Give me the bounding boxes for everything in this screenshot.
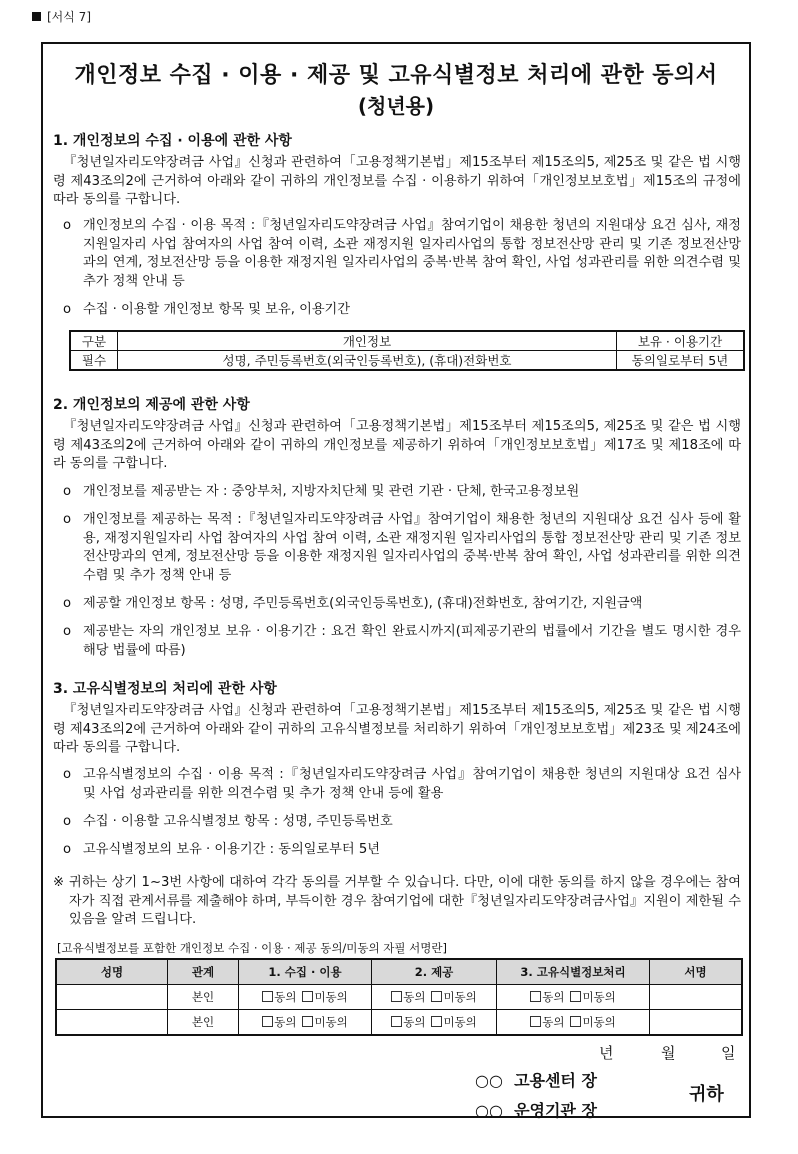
table-header-category: 구분 xyxy=(70,331,118,351)
agree-checkbox[interactable]: 동의 xyxy=(262,1015,296,1029)
section1-bullet-items: o 수집 · 이용할 개인정보 항목 및 보유, 이용기간 xyxy=(63,302,351,317)
section2-bullet-items: o 제공할 개인정보 항목 : 성명, 주민등록번호(외국인등록번호), (휴대)전화번호, 참여기간, 지원금액 xyxy=(63,596,643,611)
date-year: 년 xyxy=(599,1044,614,1062)
table-header-info: 개인정보 xyxy=(118,331,617,351)
sign-relation-cell: 본인 xyxy=(168,1010,239,1036)
sign-header-unique-id: 3. 고유식별정보처리 xyxy=(497,959,650,985)
square-bullet-icon xyxy=(32,12,41,21)
document-subtitle: (청년용) xyxy=(357,94,435,118)
signatory-operating-agency: ○○ 운영기관 장 xyxy=(475,1101,597,1120)
date-month: 월 xyxy=(661,1044,676,1062)
sign-unique-id-options xyxy=(497,1010,650,1036)
disagree-checkbox[interactable]: 미동의 xyxy=(431,1015,476,1029)
agree-checkbox[interactable]: 동의 xyxy=(391,990,425,1004)
disagree-checkbox[interactable]: 미동의 xyxy=(570,1015,615,1029)
section3-paragraph: 『청년일자리도약장려금 사업』신청과 관련하여「고용정책기본법」제15조부터 제15조의5, 제25조 및 같은 법 시행령 제43조의2에 근거하여 아래와 같이 귀하의 고유식별정보를 처리하기 위하여「개인정보보호법」제23조 및 제24조에 따라 동의를 구합니다. xyxy=(53,703,741,755)
sign-collect-options xyxy=(239,985,372,1010)
table-row xyxy=(56,985,742,1010)
sign-header-relation: 관계 xyxy=(168,959,239,985)
agree-checkbox[interactable]: 동의 xyxy=(530,1015,564,1029)
sign-header-name: 성명 xyxy=(56,959,168,985)
sign-provide-options xyxy=(372,985,497,1010)
disagree-checkbox[interactable]: 미동의 xyxy=(302,1015,347,1029)
section3-heading: 3. 고유식별정보의 처리에 관한 사항 xyxy=(53,681,277,697)
section1-info-table xyxy=(69,330,745,371)
table-cell-period: 동의일로부터 5년 xyxy=(617,351,745,371)
disagree-checkbox[interactable]: 미동의 xyxy=(431,990,476,1004)
sign-header-collect: 1. 수집 · 이용 xyxy=(239,959,372,985)
agree-checkbox[interactable]: 동의 xyxy=(262,990,296,1004)
disagree-checkbox[interactable]: 미동의 xyxy=(302,990,347,1004)
section1-heading: 1. 개인정보의 수집 · 이용에 관한 사항 xyxy=(53,133,292,149)
consent-refusal-note: ※ 귀하는 상기 1~3번 사항에 대하여 각각 동의를 거부할 수 있습니다. 다만, 이에 대한 동의를 하지 않을 경우에는 참여자가 직접 관계서류를 제출해야 하며, 부득이한 경우 참여기업에 대한『청년일자리도약장려금사업』지원이 제한될 수 있음을 알려 드립니다. xyxy=(53,875,741,927)
document-frame xyxy=(41,42,751,1118)
sign-name-cell[interactable] xyxy=(56,1010,168,1036)
table-row xyxy=(56,1010,742,1036)
signature-caption: [고유식별정보를 포함한 개인정보 수집 · 이용 · 제공 동의/미동의 자필 서명란] xyxy=(57,941,447,955)
section2-bullet-recipient: o 개인정보를 제공받는 자 : 중앙부처, 지방자치단체 및 관련 기관 · 단체, 한국고용정보원 xyxy=(63,484,580,499)
section3-bullet-items: o 수집 · 이용할 고유식별정보 항목 : 성명, 주민등록번호 xyxy=(63,814,393,829)
section2-bullet-period: o 제공받는 자의 개인정보 보유 · 이용기간 : 요건 확인 완료시까지(피제공기관의 법률에서 기간을 별도 명시한 경우 해당 법률에 따름) xyxy=(63,624,741,658)
date-day: 일 xyxy=(721,1044,736,1062)
section2-paragraph: 『청년일자리도약장려금 사업』신청과 관련하여「고용정책기본법」제15조부터 제15조의5, 제25조 및 같은 법 시행령 제43조의2에 근거하여 아래와 같이 귀하의 개인정보를 제공하기 위하여「개인정보보호법」제17조 및 제18조에 따라 동의를 구합니다. xyxy=(53,419,741,471)
agree-checkbox[interactable]: 동의 xyxy=(530,990,564,1004)
sign-unique-id-options xyxy=(497,985,650,1010)
signatory-employment-center: ○○ 고용센터 장 xyxy=(475,1071,597,1090)
sign-signature-cell[interactable] xyxy=(650,1010,743,1036)
section2-bullet-purpose: o 개인정보를 제공하는 목적 :『청년일자리도약장려금 사업』참여기업이 채용한 청년의 지원대상 요건 심사 등에 활용, 재정지원일자리 사업 참여자의 사업 참여 이력, 소관 재정지원 일자리사업의 통합 정보전산망 관리 및 기존 정보전산망과의 연계, 정보전산망 등을 이용한 재정지원 일자리사업의 중복·반복 참여 확인, 사업 성과관리를 위한 의견수렴 및 추가 정책 안내 등 xyxy=(63,512,741,583)
table-cell-category: 필수 xyxy=(70,351,118,371)
honorific: 귀하 xyxy=(689,1084,724,1105)
sign-collect-options xyxy=(239,1010,372,1036)
sign-header-provide: 2. 제공 xyxy=(372,959,497,985)
section1-paragraph: 『청년일자리도약장려금 사업』신청과 관련하여「고용정책기본법」제15조부터 제15조의5, 제25조 및 같은 법 시행령 제43조의2에 근거하여 아래와 같이 귀하의 개인정보를 수집 · 이용하기 위하여「개인정보보호법」제15조의 규정에 따라 동의를 구합니다. xyxy=(53,155,741,207)
agree-checkbox[interactable]: 동의 xyxy=(391,1015,425,1029)
signature-table xyxy=(55,958,743,1036)
table-header-period: 보유 · 이용기간 xyxy=(617,331,745,351)
table-cell-info: 성명, 주민등록번호(외국인등록번호), (휴대)전화번호 xyxy=(118,351,617,371)
sign-signature-cell[interactable] xyxy=(650,985,743,1010)
section3-bullet-purpose: o 고유식별정보의 수집 · 이용 목적 :『청년일자리도약장려금 사업』참여기업이 채용한 청년의 지원대상 요건 심사 및 사업 성과관리를 위한 의견수렴 및 추가 정책 안내 등에 활용 xyxy=(63,767,741,801)
sign-header-signature: 서명 xyxy=(650,959,743,985)
sign-name-cell[interactable] xyxy=(56,985,168,1010)
form-number-label: [서식 7] xyxy=(32,8,91,25)
sign-relation-cell: 본인 xyxy=(168,985,239,1010)
document-title: 개인정보 수집 · 이용 · 제공 및 고유식별정보 처리에 관한 동의서 xyxy=(74,63,718,88)
disagree-checkbox[interactable]: 미동의 xyxy=(570,990,615,1004)
section3-bullet-period: o 고유식별정보의 보유 · 이용기간 : 동의일로부터 5년 xyxy=(63,842,380,857)
section2-heading: 2. 개인정보의 제공에 관한 사항 xyxy=(53,397,250,413)
section1-bullet-purpose: o 개인정보의 수집 · 이용 목적 :『청년일자리도약장려금 사업』참여기업이 채용한 청년의 지원대상 요건 심사, 재정지원일자리 사업 참여자의 사업 참여 이력, 소관 재정지원 일자리사업의 통합 정보전산망 관리 및 기존 정보전산망과의 연계, 정보전산망 등을 이용한 재정지원 일자리사업의 중복·반복 참여 확인, 사업 성과관리를 위한 의견수렴 및 추가 정책 안내 등 xyxy=(63,218,741,289)
sign-provide-options xyxy=(372,1010,497,1036)
